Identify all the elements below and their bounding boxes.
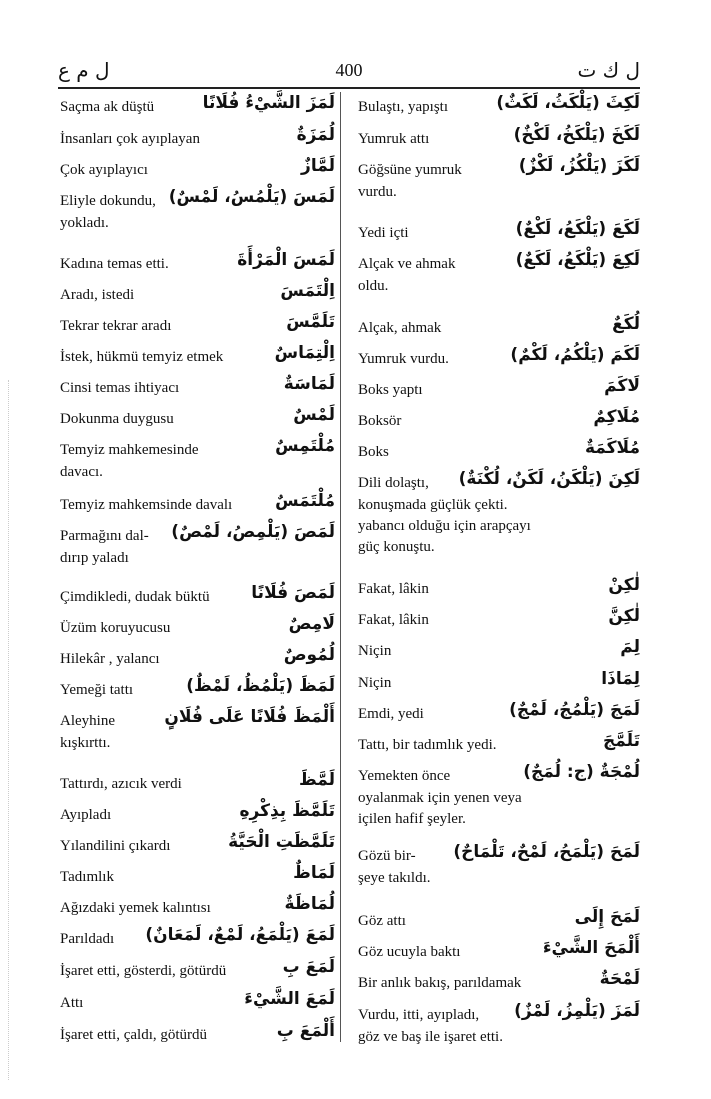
entry-turkish: Boks (358, 444, 389, 460)
entry-arabic: لَمْحَةٌ (599, 969, 640, 989)
entry-continuation: yokladı. (60, 215, 109, 231)
entry-turkish: Yedi içti (358, 225, 409, 241)
entry-arabic: لُمَاظَةٌ (284, 894, 335, 914)
entry-arabic: لُكَعٌ (612, 314, 640, 334)
entry-continuation: oyalanmak için yenen veya (358, 790, 522, 806)
entry-turkish: Ağızdaki yemek kalıntısı (60, 900, 211, 916)
header-right-letters: ل ك ت (577, 58, 640, 82)
entry-turkish: Boks yaptı (358, 382, 423, 398)
entry-arabic: لَمَسَ (يَلْمُسُ، لَمْسٌ) (168, 187, 335, 207)
entry-arabic: تَلَمَّسَ (286, 312, 335, 332)
entry-arabic: أَلْمَظَ فُلَانًا عَلَى فُلَانٍ (164, 707, 335, 727)
entry-arabic: لَمَعَ بِ (282, 957, 335, 977)
entry-turkish: Alçak, ahmak (358, 320, 442, 336)
entry-arabic: لَمَزَ (يَلْمِزُ، لَمْزٌ) (514, 1001, 640, 1021)
entry-arabic: لَكِنَ (يَلْكَنُ، لَكَنٌ، لُكْنَةٌ) (458, 469, 640, 489)
entry-arabic: لٰكِنْ (608, 575, 640, 595)
entry-arabic: لَمَحَ إِلَى (574, 907, 640, 927)
entry-arabic: لَاكَمَ (604, 376, 640, 396)
entry-turkish: Yılandilini çıkardı (60, 838, 171, 854)
entry-arabic: لَمَزَ الشَّيْءُ فُلَانًا (202, 93, 335, 113)
header-left-letters: ل م ع (58, 58, 110, 82)
entry-turkish: Niçin (358, 643, 392, 659)
entry-arabic: لَمَحَ (يَلْمَحُ، لَمْحٌ، تَلْمَاحٌ) (453, 842, 640, 862)
entry-arabic: لَكِعَ (يَلْكَعُ، لَكَعٌ) (515, 250, 640, 270)
entry-arabic: لٰكِنَّ (608, 606, 640, 626)
entry-turkish: Aradı, istedi (60, 287, 135, 303)
entry-turkish: Tattırdı, azıcık verdi (60, 776, 182, 792)
entry-arabic: لَامِصٌ (288, 614, 335, 634)
entry-arabic: تَلَمَّجَ (603, 731, 640, 751)
entry-turkish: İşaret etti, çaldı, götürdü (60, 1027, 208, 1043)
entry-turkish: Cinsi temas ihtiyacı (60, 380, 180, 396)
entry-turkish: Üzüm koruyucusu (60, 620, 171, 636)
entry-turkish: Göğsüne yumruk (358, 162, 462, 178)
entry-continuation: kışkırttı. (60, 735, 111, 751)
entry-turkish: Kadına temas etti. (60, 256, 169, 272)
entry-arabic: لَمَّازٌ (301, 156, 335, 176)
entry-arabic: أَلْمَعَ بِ (276, 1021, 335, 1041)
entry-continuation: yabancı olduğu için arapçayı (358, 518, 531, 534)
entry-continuation: konuşmada güçlük çekti. (358, 497, 508, 513)
page-header (58, 58, 640, 88)
entry-arabic: لَكَعَ (يَلْكَعُ، لَكْعٌ) (515, 219, 640, 239)
entry-arabic: أَلْمَحَ الشَّيْءَ (542, 938, 640, 958)
entry-arabic: لُمْجَةٌ (ج: لُمَجٌ) (523, 762, 640, 782)
entry-arabic: مُلَاكَمَةٌ (584, 438, 640, 458)
entry-arabic: مُلْتَمِسٌ (275, 436, 335, 456)
entry-turkish: Fakat, lâkin (358, 612, 429, 628)
entry-arabic: لُمَزَةٌ (296, 125, 335, 145)
column-divider (340, 92, 341, 1042)
entry-arabic: لَكَخَ (يَلْكَخُ، لَكْخٌ) (513, 125, 640, 145)
entry-turkish: Parmağını dal- (60, 528, 149, 544)
entry-turkish: Vurdu, itti, ayıpladı, (358, 1007, 480, 1023)
entry-turkish: Tekrar tekrar aradı (60, 318, 172, 334)
entry-arabic: لَمَجَ (يَلْمُجُ، لَمْجٌ) (509, 700, 640, 720)
entry-arabic: تَلَمَّظَ بِذِكْرِهِ (239, 801, 335, 821)
entry-turkish: Ayıpladı (60, 807, 112, 823)
entry-continuation: davacı. (60, 464, 103, 480)
entry-arabic: لَكِثَ (يَلْكَثُ، لَكَثٌ) (496, 93, 640, 113)
entry-turkish: Alçak ve ahmak (358, 256, 456, 272)
entry-turkish: Yumruk vurdu. (358, 351, 449, 367)
entry-turkish: Göz attı (358, 913, 406, 929)
entry-arabic: لَمَصَ (يَلْمِصُ، لَمْصٌ) (171, 522, 335, 542)
entry-turkish: Çimdikledi, dudak büktü (60, 589, 210, 605)
entry-turkish: İşaret etti, gösterdi, götürdü (60, 963, 227, 979)
entry-turkish: Yemeği tattı (60, 682, 134, 698)
entry-continuation: vurdu. (358, 184, 397, 200)
entry-turkish: İnsanları çok ayıplayan (60, 131, 200, 147)
entry-continuation: şeye takıldı. (358, 870, 431, 886)
entry-arabic: لُمُوصٌ (283, 645, 335, 665)
entry-turkish: Göz ucuyla baktı (358, 944, 461, 960)
entry-arabic: لَكَمَ (يَلْكُمُ، لَكْمٌ) (510, 345, 640, 365)
entry-turkish: Aleyhine (60, 713, 115, 729)
entry-turkish: Tattı, bir tadımlık yedi. (358, 737, 497, 753)
page-number: 400 (335, 60, 363, 80)
entry-turkish: Emdi, yedi (358, 706, 424, 722)
entry-continuation: göz ve baş ile işaret etti. (358, 1029, 503, 1045)
entry-arabic: لَمَسَ الْمَرْأَةَ (237, 250, 335, 270)
entry-turkish: Boksör (358, 413, 402, 429)
header-rule (58, 87, 640, 89)
entry-turkish: Gözü bir- (358, 848, 416, 864)
entry-continuation: içilen hafif şeyler. (358, 811, 466, 827)
entry-arabic: لَمَعَ (يَلْمَعُ، لَمْعٌ، لَمَعَانٌ) (145, 925, 335, 945)
entry-turkish: Fakat, lâkin (358, 581, 429, 597)
entry-turkish: Bir anlık bakış, parıldamak (358, 975, 522, 991)
entry-continuation: oldu. (358, 278, 389, 294)
entry-arabic: اِلْتَمَسَ (280, 281, 335, 301)
entry-arabic: لَمَّظَ (299, 770, 335, 790)
entry-arabic: لَمَصَ فُلَانًا (251, 583, 335, 603)
margin-dots (8, 380, 10, 1080)
entry-arabic: لَمَاظٌ (293, 863, 335, 883)
entry-turkish: Saçma ak düştü (60, 99, 155, 115)
entry-turkish: Eliyle dokundu, (60, 193, 156, 209)
entry-arabic: لَكَزَ (يَلْكُزُ، لَكْزٌ) (518, 156, 640, 176)
entry-arabic: لَمَعَ الشَّيْءَ (244, 989, 335, 1009)
entry-turkish: Temyiz mahkemsinde davalı (60, 497, 233, 513)
entry-turkish: Çok ayıplayıcı (60, 162, 148, 178)
entry-arabic: لِمَ (620, 637, 640, 657)
entry-arabic: لَمَاسَةٌ (283, 374, 335, 394)
entry-arabic: مُلَاكِمٌ (593, 407, 640, 427)
entry-arabic: تَلَمَّظَتِ الْحَيَّةُ (228, 832, 335, 852)
entry-arabic: لَمَظَ (يَلْمُظُ، لَمْظٌ) (186, 676, 335, 696)
entry-arabic: اِلْتِمَاسٌ (274, 343, 335, 363)
entry-turkish: Yemekten önce (358, 768, 451, 784)
entry-turkish: Bulaştı, yapıştı (358, 99, 448, 115)
entry-turkish: Dili dolaştı, (358, 475, 429, 491)
entry-turkish: Tadımlık (60, 869, 114, 885)
entry-turkish: Niçin (358, 675, 392, 691)
entry-arabic: لِمَاذَا (601, 669, 640, 689)
entry-arabic: مُلْتَمَسٌ (275, 491, 335, 511)
entry-turkish: Parıldadı (60, 931, 115, 947)
entry-turkish: Attı (60, 995, 84, 1011)
entry-turkish: Yumruk attı (358, 131, 430, 147)
entry-turkish: Temyiz mahkemesinde (60, 442, 199, 458)
entry-turkish: İstek, hükmü temyiz etmek (60, 349, 224, 365)
entry-arabic: لَمْسٌ (293, 405, 335, 425)
entry-turkish: Dokunma duygusu (60, 411, 174, 427)
entry-continuation: güç konuştu. (358, 539, 435, 555)
entry-continuation: dırıp yaladı (60, 550, 129, 566)
entry-turkish: Hilekâr , yalancı (60, 651, 160, 667)
